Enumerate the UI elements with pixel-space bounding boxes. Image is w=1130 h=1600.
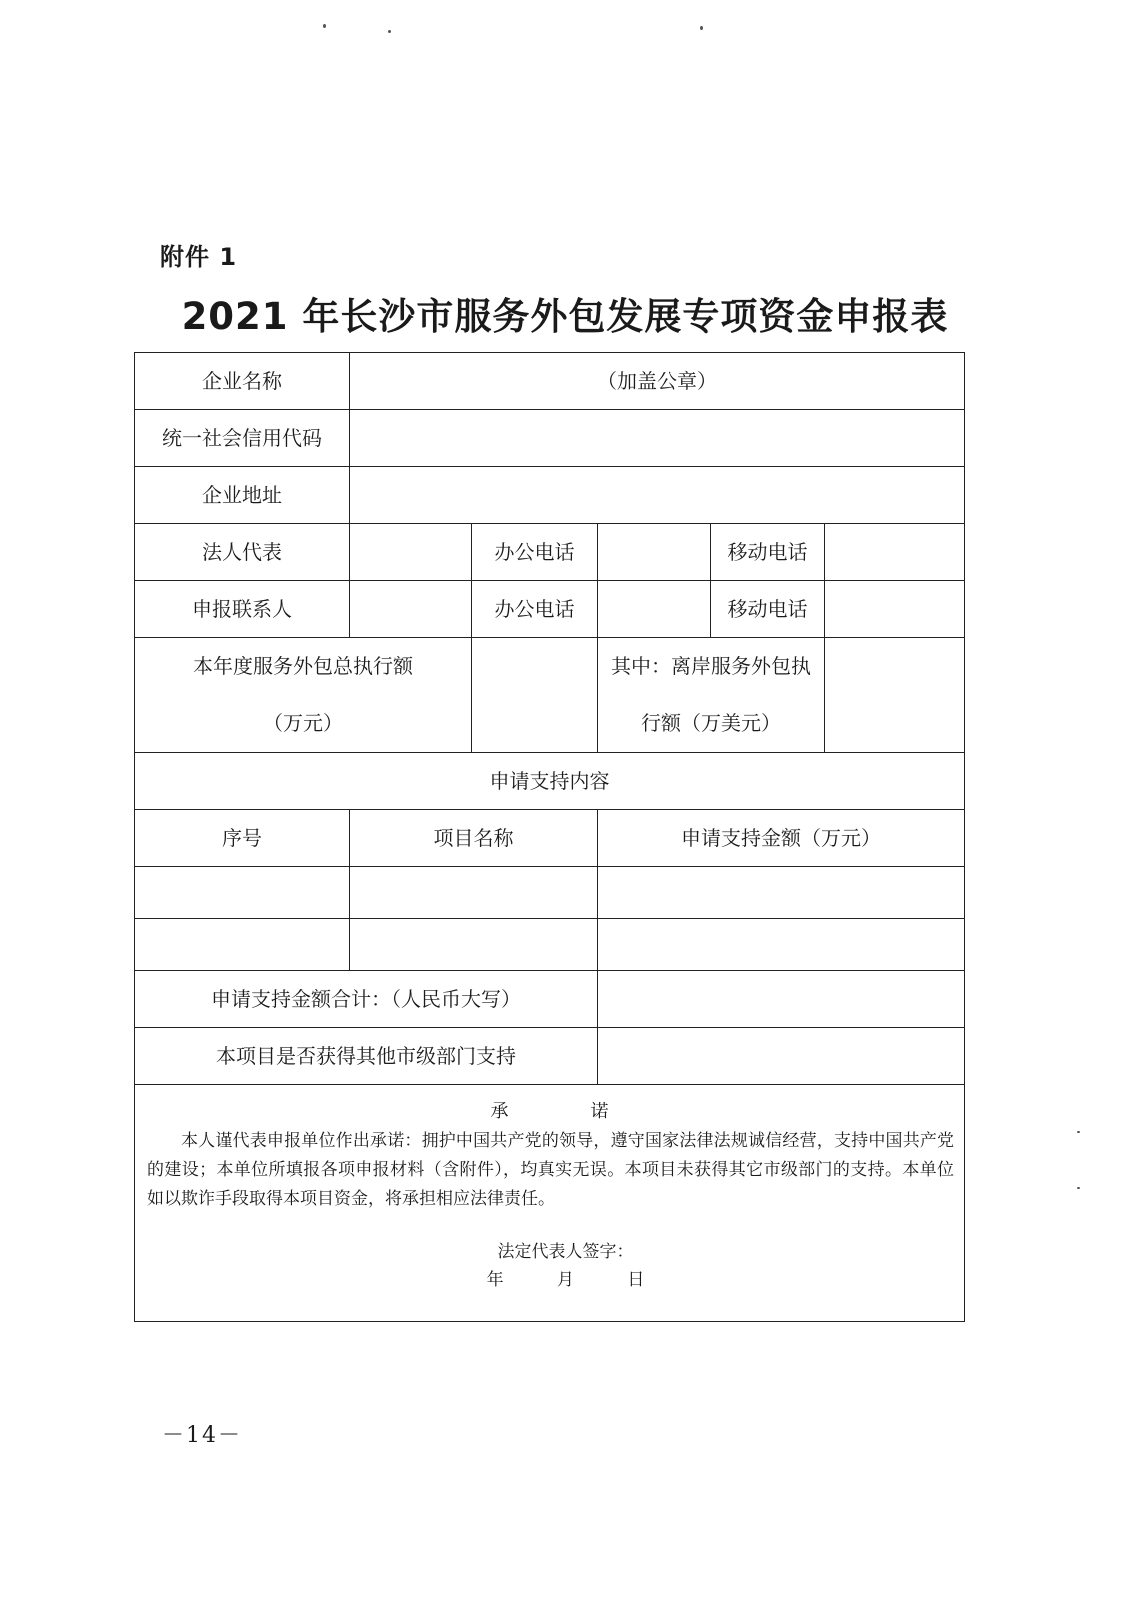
contact-office-phone-field (598, 581, 711, 638)
contact-field (350, 581, 472, 638)
legal-rep-office-phone-label: 办公电话 (472, 524, 598, 581)
scan-speck (1077, 1131, 1080, 1133)
row-support-total (135, 971, 965, 1028)
support-row-2 (135, 919, 965, 971)
col-header-project: 项目名称 (350, 810, 598, 867)
pledge-title-char1: 承 (490, 1101, 511, 1122)
contact-mobile-field (825, 581, 965, 638)
support-row-1-amount (598, 867, 965, 919)
col-header-seq: 序号 (135, 810, 350, 867)
credit-code-field (350, 410, 965, 467)
total-execution-field (472, 638, 598, 753)
pledge-text: 本人谨代表申报单位作出承诺：拥护中国共产党的领导，遵守国家法律法规诚信经营，支持中国共产党的建设；本单位所填报各项申报材料（含附件），均真实无误。本项目未获得其它市级部门的支持。本单位如以欺诈手段取得本项目资金，将承担相应法律责任。 (147, 1130, 955, 1209)
row-contact (135, 581, 965, 638)
row-pledge (135, 1085, 965, 1322)
support-row-2-project (350, 919, 598, 971)
row-execution-amount (135, 638, 965, 753)
row-company-address (135, 467, 965, 524)
support-row-2-amount (598, 919, 965, 971)
offshore-execution-line1: 其中：离岸服务外包执 (611, 654, 811, 678)
signature-label: 法定代表人签字： (497, 1241, 634, 1262)
support-total-label: 申请支持金额合计：（人民币大写） (135, 971, 598, 1028)
credit-code-label: 统一社会信用代码 (135, 410, 350, 467)
legal-rep-label: 法人代表 (135, 524, 350, 581)
offshore-execution-field (825, 638, 965, 753)
total-execution-label (135, 638, 472, 753)
scan-speck (388, 30, 391, 33)
contact-office-phone-label: 办公电话 (472, 581, 598, 638)
company-name-value: （加盖公章） (350, 353, 965, 410)
offshore-execution-line2: 行额（万美元） (641, 711, 781, 735)
scan-speck (1077, 1187, 1080, 1189)
page-number: －14－ (162, 1423, 242, 1448)
total-execution-line1: 本年度服务外包总执行额 (193, 654, 413, 678)
support-total-field (598, 971, 965, 1028)
row-credit-code (135, 410, 965, 467)
attachment-label: 附件 1 (160, 243, 238, 271)
pledge-cell (135, 1085, 965, 1322)
company-name-label: 企业名称 (135, 353, 350, 410)
application-form-table (134, 352, 965, 1322)
scan-speck (323, 24, 326, 28)
row-support-section (135, 753, 965, 810)
row-legal-rep (135, 524, 965, 581)
pledge-title (147, 1101, 954, 1123)
company-address-field (350, 467, 965, 524)
support-row-1 (135, 867, 965, 919)
date-label: 年 月 日 (486, 1269, 645, 1290)
row-company-name (135, 353, 965, 410)
offshore-execution-label (598, 638, 825, 753)
row-other-support (135, 1028, 965, 1085)
form-title: 2021 年长沙市服务外包发展专项资金申报表 (181, 295, 949, 338)
legal-rep-mobile-label: 移动电话 (711, 524, 825, 581)
pledge-title-char2: 诺 (590, 1101, 611, 1122)
contact-mobile-label: 移动电话 (711, 581, 825, 638)
row-support-header (135, 810, 965, 867)
legal-rep-office-phone-field (598, 524, 711, 581)
total-execution-line2: （万元） (263, 711, 343, 735)
other-support-label: 本项目是否获得其他市级部门支持 (135, 1028, 598, 1085)
legal-rep-field (350, 524, 472, 581)
support-row-1-seq (135, 867, 350, 919)
support-row-1-project (350, 867, 598, 919)
legal-rep-mobile-field (825, 524, 965, 581)
support-section-title: 申请支持内容 (135, 753, 965, 810)
scan-speck (700, 26, 703, 30)
contact-label: 申报联系人 (135, 581, 350, 638)
company-address-label: 企业地址 (135, 467, 350, 524)
other-support-field (598, 1028, 965, 1085)
support-row-2-seq (135, 919, 350, 971)
col-header-amount: 申请支持金额（万元） (598, 810, 965, 867)
